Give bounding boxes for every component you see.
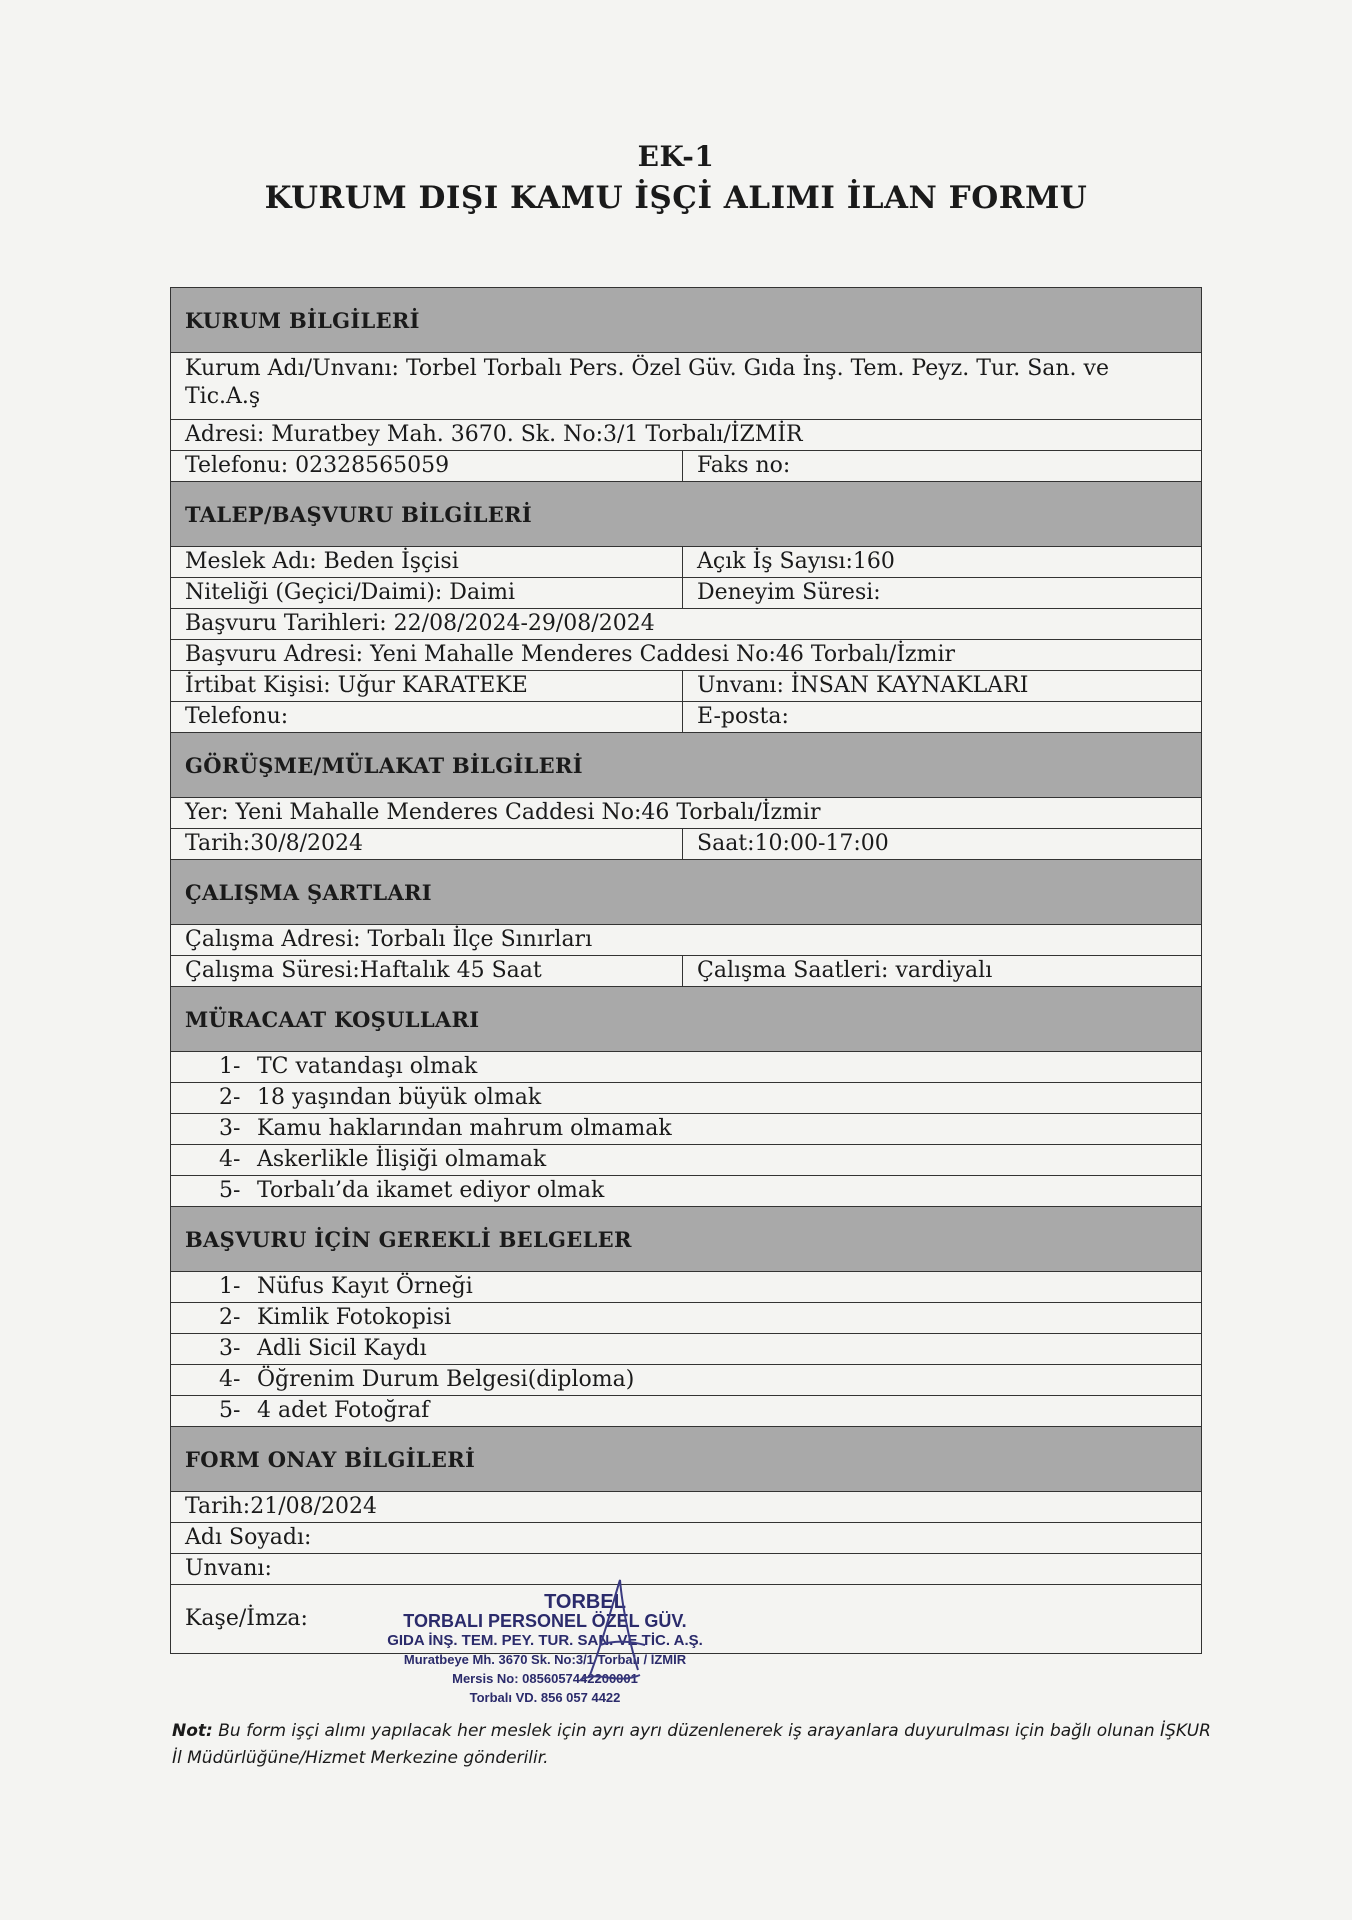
form-code: EK-1	[637, 140, 715, 173]
stamp-line-3: GIDA İNŞ. TEM. PEY. TUR. SAN. VE TİC. A.Ş.	[387, 1632, 703, 1649]
item-number: 5-	[219, 1398, 241, 1423]
item-number: 4-	[219, 1367, 241, 1392]
item-text: 18 yaşından büyük olmak	[257, 1085, 542, 1110]
application-dates: Başvuru Tarihleri: 22/08/2024-29/08/2024	[185, 611, 655, 636]
kurum-contact-row	[171, 451, 1201, 482]
work-address: Çalışma Adresi: Torbalı İlçe Sınırları	[185, 927, 593, 952]
item-number: 3-	[219, 1336, 241, 1361]
item-number: 3-	[219, 1116, 241, 1141]
item-number: 2-	[219, 1085, 241, 1110]
item-number: 2-	[219, 1305, 241, 1330]
stamp-line-2: TORBALI PERSONEL ÖZEL GÜV.	[403, 1611, 687, 1631]
interview-time: Saat:10:00-17:00	[697, 831, 889, 856]
item-number: 4-	[219, 1147, 241, 1172]
item-text: TC vatandaşı olmak	[257, 1054, 478, 1079]
footer-note	[172, 1718, 1212, 1772]
approval-signature: Kaşe/İmza:	[185, 1606, 308, 1631]
section-gorusme-header: GÖRÜŞME/MÜLAKAT BİLGİLERİ	[171, 733, 1201, 798]
item-text: Kimlik Fotokopisi	[257, 1305, 452, 1330]
talep-row-3	[171, 609, 1201, 640]
note-label: Not:	[172, 1721, 213, 1741]
gorusme-row-1	[171, 798, 1201, 829]
section-muracaat-header: MÜRACAAT KOŞULLARI	[171, 987, 1201, 1052]
item-text: Torbalı’da ikamet ediyor olmak	[257, 1178, 605, 1203]
list-item	[171, 1145, 1201, 1176]
list-item	[171, 1052, 1201, 1083]
work-duration: Çalışma Süresi:Haftalık 45 Saat	[171, 956, 683, 986]
approval-title: Unvanı:	[185, 1556, 272, 1581]
section-talep-header: TALEP/BAŞVURU BİLGİLERİ	[171, 482, 1201, 547]
section-onay-header: FORM ONAY BİLGİLERİ	[171, 1427, 1201, 1492]
list-item	[171, 1083, 1201, 1114]
talep-row-5	[171, 671, 1201, 702]
talep-row-6	[171, 702, 1201, 733]
list-item	[171, 1176, 1201, 1207]
item-text: 4 adet Fotoğraf	[257, 1398, 430, 1423]
list-item	[171, 1396, 1201, 1427]
section-belgeler-header: BAŞVURU İÇİN GEREKLİ BELGELER	[171, 1207, 1201, 1272]
stamp-line-6: Torbalı VD. 856 057 4422	[469, 1690, 621, 1705]
contact-person: İrtibat Kişisi: Uğur KARATEKE	[171, 671, 683, 701]
list-item	[171, 1272, 1201, 1303]
list-item	[171, 1365, 1201, 1396]
list-item	[171, 1114, 1201, 1145]
contact-phone: Telefonu:	[171, 702, 683, 732]
item-number: 1-	[219, 1274, 241, 1299]
gorusme-row-2	[171, 829, 1201, 860]
form-title: KURUM DIŞI KAMU İŞÇİ ALIMI İLAN FORMU	[264, 180, 1088, 216]
stamp-line-1: TORBEL	[544, 1591, 626, 1613]
contact-title: Unvanı: İNSAN KAYNAKLARI	[697, 673, 1029, 698]
item-text: Askerlikle İlişiği olmamak	[257, 1147, 547, 1172]
company-stamp	[350, 1593, 740, 1723]
section-calisma-header: ÇALIŞMA ŞARTLARI	[171, 860, 1201, 925]
kurum-address-row	[171, 420, 1201, 451]
kurum-phone: Telefonu: 02328565059	[171, 451, 683, 481]
onay-row-2	[171, 1523, 1201, 1554]
approval-name: Adı Soyadı:	[185, 1525, 312, 1550]
open-positions: Açık İş Sayısı:160	[697, 549, 895, 574]
kurum-fax: Faks no:	[697, 453, 791, 478]
calisma-row-2	[171, 956, 1201, 987]
kurum-name: Kurum Adı/Unvanı: Torbel Torbalı Pers. Özel Güv. Gıda İnş. Tem. Peyz. Tur. San. ve Tic.A.ş	[185, 356, 1109, 409]
signature-icon	[560, 1575, 670, 1695]
item-number: 1-	[219, 1054, 241, 1079]
onay-row-1	[171, 1492, 1201, 1523]
interview-place: Yer: Yeni Mahalle Menderes Caddesi No:46 Torbalı/İzmir	[185, 800, 821, 825]
job-nature: Niteliği (Geçici/Daimi): Daimi	[171, 578, 683, 608]
announcement-form	[170, 287, 1202, 1654]
approval-date: Tarih:21/08/2024	[185, 1494, 378, 1519]
calisma-row-1	[171, 925, 1201, 956]
kurum-name-row	[171, 353, 1201, 420]
talep-row-2	[171, 578, 1201, 609]
item-text: Kamu haklarından mahrum olmamak	[257, 1116, 672, 1141]
list-item	[171, 1303, 1201, 1334]
talep-row-1	[171, 547, 1201, 578]
onay-row-3	[171, 1554, 1201, 1585]
item-text: Nüfus Kayıt Örneği	[257, 1274, 473, 1299]
stamp-line-5: Mersis No: 0856057442200001	[452, 1671, 638, 1686]
item-number: 5-	[219, 1178, 241, 1203]
stamp-line-4: Muratbeye Mh. 3670 Sk. No:3/1 Torbalı / İZMİR	[403, 1652, 687, 1667]
work-hours: Çalışma Saatleri: vardiyalı	[697, 958, 993, 983]
experience: Deneyim Süresi:	[697, 580, 881, 605]
kurum-address: Adresi: Muratbey Mah. 3670. Sk. No:3/1 Torbalı/İZMİR	[185, 422, 803, 447]
item-text: Öğrenim Durum Belgesi(diploma)	[257, 1367, 635, 1392]
application-address: Başvuru Adresi: Yeni Mahalle Menderes Caddesi No:46 Torbalı/İzmir	[185, 642, 956, 667]
interview-date: Tarih:30/8/2024	[171, 829, 683, 859]
contact-email: E-posta:	[697, 704, 789, 729]
occupation: Meslek Adı: Beden İşçisi	[171, 547, 683, 577]
talep-row-4	[171, 640, 1201, 671]
note-text: Bu form işçi alımı yapılacak her meslek için ayrı ayrı düzenlenerek iş arayanlara duyurulması için bağlı olunan İŞKUR İl Müdürlüğüne/Hizmet Merkezine gönderilir.	[172, 1721, 1211, 1768]
list-item	[171, 1334, 1201, 1365]
item-text: Adli Sicil Kaydı	[257, 1336, 427, 1361]
section-kurum-header: KURUM BİLGİLERİ	[171, 288, 1201, 353]
